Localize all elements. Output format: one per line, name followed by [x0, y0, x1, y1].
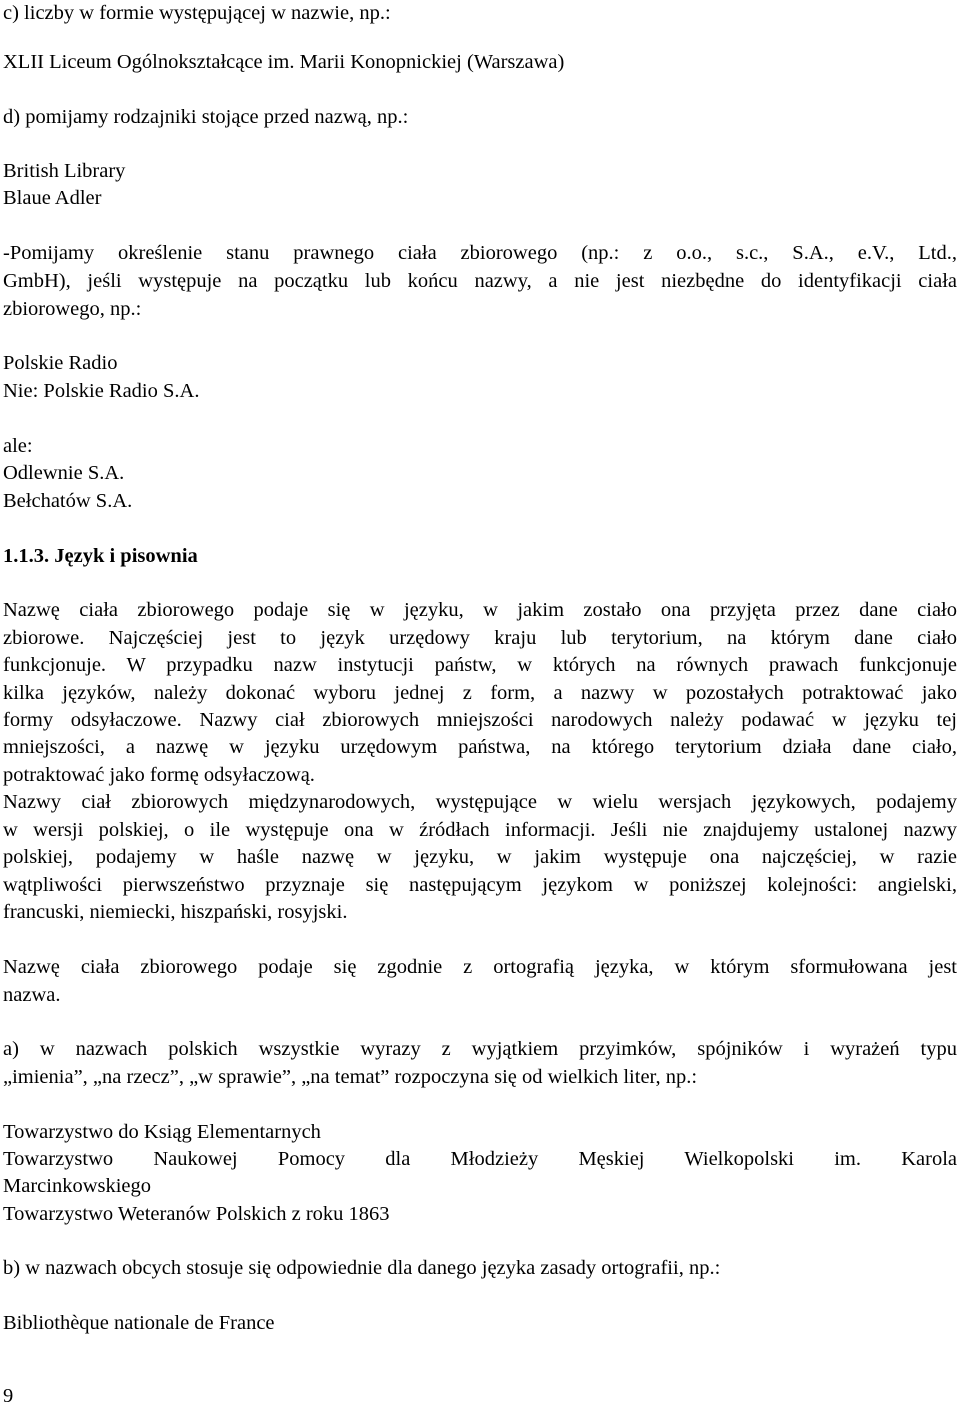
paragraph-line: wątpliwości pierwszeństwo przyznaje się następującym językom w poniższej kolejności: angielski, — [3, 874, 957, 896]
example-line: Odlewnie S.A. — [3, 462, 125, 484]
paragraph-line: Nazwę ciała zbiorowego podaje się zgodnie z ortografią języka, w którym sformułowana jest — [3, 956, 957, 978]
example-line: British Library — [3, 160, 126, 182]
list-item-c: c) liczby w formie występującej w nazwie, np.: — [3, 2, 391, 24]
example-line: ale: — [3, 435, 33, 457]
paragraph-line: Nazwę ciała zbiorowego podaje się w języku, w jakim zostało ona przyjęta przez dane ciało — [3, 599, 957, 621]
paragraph-line: mniejszości, a nazwę w języku urzędowym państwa, na którego terytorium działa dane ciało, — [3, 736, 957, 758]
paragraph-line: francuski, niemiecki, hiszpański, rosyjski. — [3, 901, 348, 923]
paragraph-line: Nazwy ciał zbiorowych międzynarodowych, występujące w wielu wersjach językowych, podajemy — [3, 791, 957, 813]
paragraph-line: funkcjonuje. W przypadku nazw instytucji państw, w których na równych prawach funkcjonuje — [3, 654, 957, 676]
paragraph-line: polskiej, podajemy w haśle nazwę w języku, w jakim występuje ona najczęściej, w razie — [3, 846, 957, 868]
paragraph-line: zbiorowe. Najczęściej jest to język urzędowy kraju lub terytorium, na którym dane ciało — [3, 627, 957, 649]
list-item-a: a) w nazwach polskich wszystkie wyrazy z wyjątkiem przyimków, spójników i wyrażeń typu — [3, 1038, 957, 1060]
page-number: 9 — [3, 1385, 14, 1407]
paragraph-line: potraktować jako formę odsyłaczową. — [3, 764, 315, 786]
list-item-a-cont: „imienia”, „na rzecz”, „w sprawie”, „na temat” rozpoczyna się od wielkich liter, np.: — [3, 1066, 698, 1088]
paragraph-line: w wersji polskiej, o ile występuje ona w źródłach informacji. Jeśli nie znajdujemy ustalonej nazwy — [3, 819, 957, 841]
example-line: Bełchatów S.A. — [3, 490, 133, 512]
example-line: Marcinkowskiego — [3, 1175, 152, 1197]
paragraph-line: formy odsyłaczowe. Nazwy ciał zbiorowych mniejszości narodowych należy podawać w języku tej — [3, 709, 957, 731]
example-line: Bibliothèque nationale de France — [3, 1312, 275, 1334]
list-item-d: d) pomijamy rodzajniki stojące przed nazwą, np.: — [3, 106, 409, 128]
example-line: Nie: Polskie Radio S.A. — [3, 380, 200, 402]
list-item-b: b) w nazwach obcych stosuje się odpowiednie dla danego języka zasady ortografii, np.: — [3, 1257, 721, 1279]
paragraph-line: -Pomijamy określenie stanu prawnego ciała zbiorowego (np.: z o.o., s.c., S.A., e.V., Ltd., — [3, 242, 957, 264]
example-line: Towarzystwo Naukowej Pomocy dla Młodzieży Męskiej Wielkopolski im. Karola — [3, 1148, 957, 1170]
example-line: XLII Liceum Ogólnokształcące im. Marii Konopnickiej (Warszawa) — [3, 51, 565, 73]
example-line: Towarzystwo do Ksiąg Elementarnych — [3, 1121, 321, 1143]
paragraph-line: GmbH), jeśli występuje na początku lub końcu nazwy, a nie jest niezbędne do identyfikacji ciała — [3, 270, 957, 292]
example-line: Polskie Radio — [3, 352, 118, 374]
example-line: Towarzystwo Weteranów Polskich z roku 1863 — [3, 1203, 390, 1225]
section-heading: 1.1.3. Język i pisownia — [3, 545, 198, 567]
paragraph-line: kilka języków, należy dokonać wyboru jednej z form, a nazwy w pozostałych potraktować jako — [3, 682, 957, 704]
paragraph-line: nazwa. — [3, 984, 61, 1006]
example-line: Blaue Adler — [3, 187, 102, 209]
paragraph-line: zbiorowego, np.: — [3, 298, 142, 320]
